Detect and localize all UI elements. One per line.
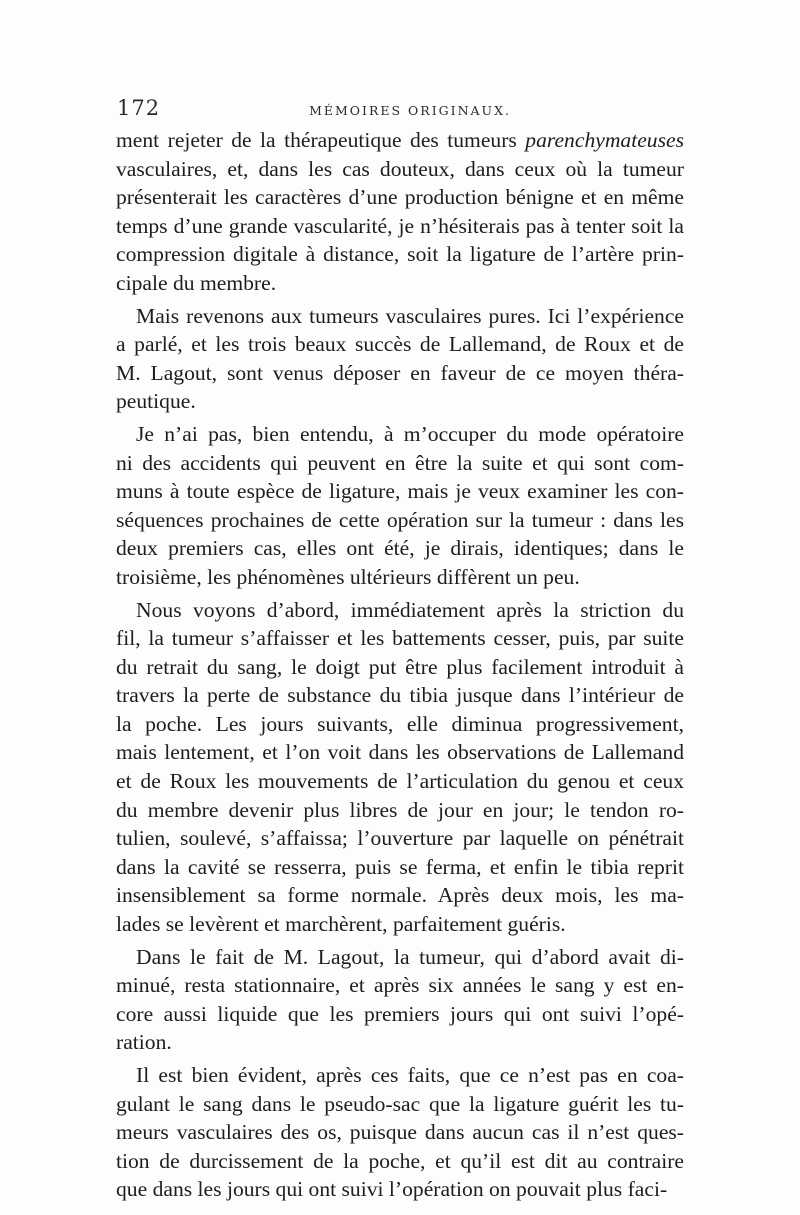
text-line (116, 1090, 684, 1119)
text-run: peutique. (116, 389, 196, 414)
text-line (116, 943, 684, 972)
text-line (116, 910, 684, 939)
text-run: ration. (116, 1030, 172, 1055)
text-run: fil, la tumeur s’affaisser et les battements cesser, puis, par suite (116, 626, 684, 651)
text-line (116, 359, 684, 388)
text-run: du retrait du sang, le doigt put être plus facilement introduit à (116, 654, 684, 679)
text-run: lades se levèrent et marchèrent, parfaitement guéris. (116, 912, 566, 937)
text-run: troisième, les phénomènes ultérieurs diffèrent un peu. (116, 564, 580, 589)
text-run: vasculaires, et, dans les cas douteux, dans ceux où la tumeur (116, 156, 684, 181)
paragraph (116, 420, 684, 592)
text-run: Je n’ai pas, bien entendu, à m’occuper du mode opératoire (136, 421, 684, 446)
text-run: core aussi liquide que les premiers jours qui ont suivi l’opé- (116, 1001, 684, 1026)
text-line (116, 477, 684, 506)
text-line (116, 183, 684, 212)
text-line (116, 853, 684, 882)
text-run: mais lentement, et l’on voit dans les observations de Lallemand (116, 740, 684, 765)
text-run: M. Lagout, sont venus déposer en faveur de ce moyen théra- (116, 360, 684, 385)
text-run: du membre devenir plus libres de jour en jour; le tendon ro- (116, 797, 684, 822)
text-run: séquences prochaines de cette opération sur la tumeur : dans les (116, 507, 684, 532)
text-line (116, 1118, 684, 1147)
paragraph (116, 1061, 684, 1204)
text-line (116, 681, 684, 710)
text-line (116, 1061, 684, 1090)
text-run: Nous voyons d’abord, immédiatement après la striction du (136, 597, 684, 622)
text-run: deux premiers cas, elles ont été, je dirais, identiques; dans le (116, 536, 684, 561)
text-line (116, 269, 684, 298)
text-line (116, 126, 684, 155)
text-run: minué, resta stationnaire, et après six années le sang y est en- (116, 973, 684, 998)
text-line (116, 240, 684, 269)
paragraph (116, 596, 684, 939)
text-line (116, 563, 684, 592)
text-run: temps d’une grande vascularité, je n’hésiterais pas à tenter soit la (116, 213, 684, 238)
text-line (116, 796, 684, 825)
text-run: ni des accidents qui peuvent en être la suite et qui sont com- (116, 450, 684, 475)
body-text (116, 126, 684, 1204)
text-run: ment rejeter de la thérapeutique des tumeurs (116, 128, 526, 152)
text-run: que dans les jours qui ont suivi l’opération on pouvait plus faci- (116, 1177, 668, 1202)
text-run: Mais revenons aux tumeurs vasculaires pures. Ici l’expérience (136, 303, 684, 328)
text-run: Dans le fait de M. Lagout, la tumeur, qui d’abord avait di- (136, 944, 684, 969)
text-run: et de Roux les mouvements de l’articulation du genou et ceux (116, 769, 684, 794)
page-header (115, 96, 685, 124)
text-line (116, 302, 684, 331)
text-run: cipale du membre. (116, 270, 277, 295)
text-run: la poche. Les jours suivants, elle diminua progressivement, (116, 711, 684, 736)
text-line (116, 212, 684, 241)
text-run: compression digitale à distance, soit la ligature de l’artère prin- (116, 242, 684, 267)
paragraph (116, 126, 684, 298)
text-line (116, 1147, 684, 1176)
text-line (116, 330, 684, 359)
text-line (116, 155, 684, 184)
text-line (116, 710, 684, 739)
text-run: dans la cavité se resserra, puis se ferma, et enfin le tibia reprit (116, 854, 684, 879)
text-line (116, 1175, 684, 1204)
text-run: travers la perte de substance du tibia jusque dans l’intérieur de (116, 683, 684, 708)
text-line (116, 767, 684, 796)
text-run: Il est bien évident, après ces faits, que ce n’est pas en coa- (136, 1063, 684, 1087)
running-head: MÉMOIRES ORIGINAUX. (309, 103, 511, 118)
page-number: 172 (117, 96, 161, 120)
text-run: a parlé, et les trois beaux succès de Lallemand, de Roux et de (116, 332, 684, 357)
text-line (116, 824, 684, 853)
text-run: présenterait les caractères d’une production bénigne et en même (116, 185, 684, 210)
text-line (116, 534, 684, 563)
text-run: gulant le sang dans le pseudo-sac que la ligature guérit les tu- (116, 1091, 684, 1116)
text-run: muns à toute espèce de ligature, mais je veux examiner les con- (116, 479, 684, 504)
text-line (116, 971, 684, 1000)
text-line (116, 653, 684, 682)
text-run: tulien, soulevé, s’affaissa; l’ouverture par laquelle on pénétrait (116, 826, 684, 851)
paragraph (116, 302, 684, 416)
text-run: insensiblement sa forme normale. Après deux mois, les ma- (116, 883, 684, 908)
text-line (116, 387, 684, 416)
italic-term: parenchymateuses (525, 128, 684, 152)
text-run: tion de durcissement de la poche, et qu’il est dit au contraire (116, 1148, 684, 1173)
text-line (116, 449, 684, 478)
text-line (116, 596, 684, 625)
text-line (116, 881, 684, 910)
paragraph (116, 943, 684, 1057)
text-run: meurs vasculaires des os, puisque dans aucun cas il n’est ques- (116, 1120, 684, 1145)
text-line (116, 506, 684, 535)
text-line (116, 1028, 684, 1057)
text-line (116, 624, 684, 653)
text-line (116, 738, 684, 767)
text-line (116, 1000, 684, 1029)
text-line (116, 420, 684, 449)
